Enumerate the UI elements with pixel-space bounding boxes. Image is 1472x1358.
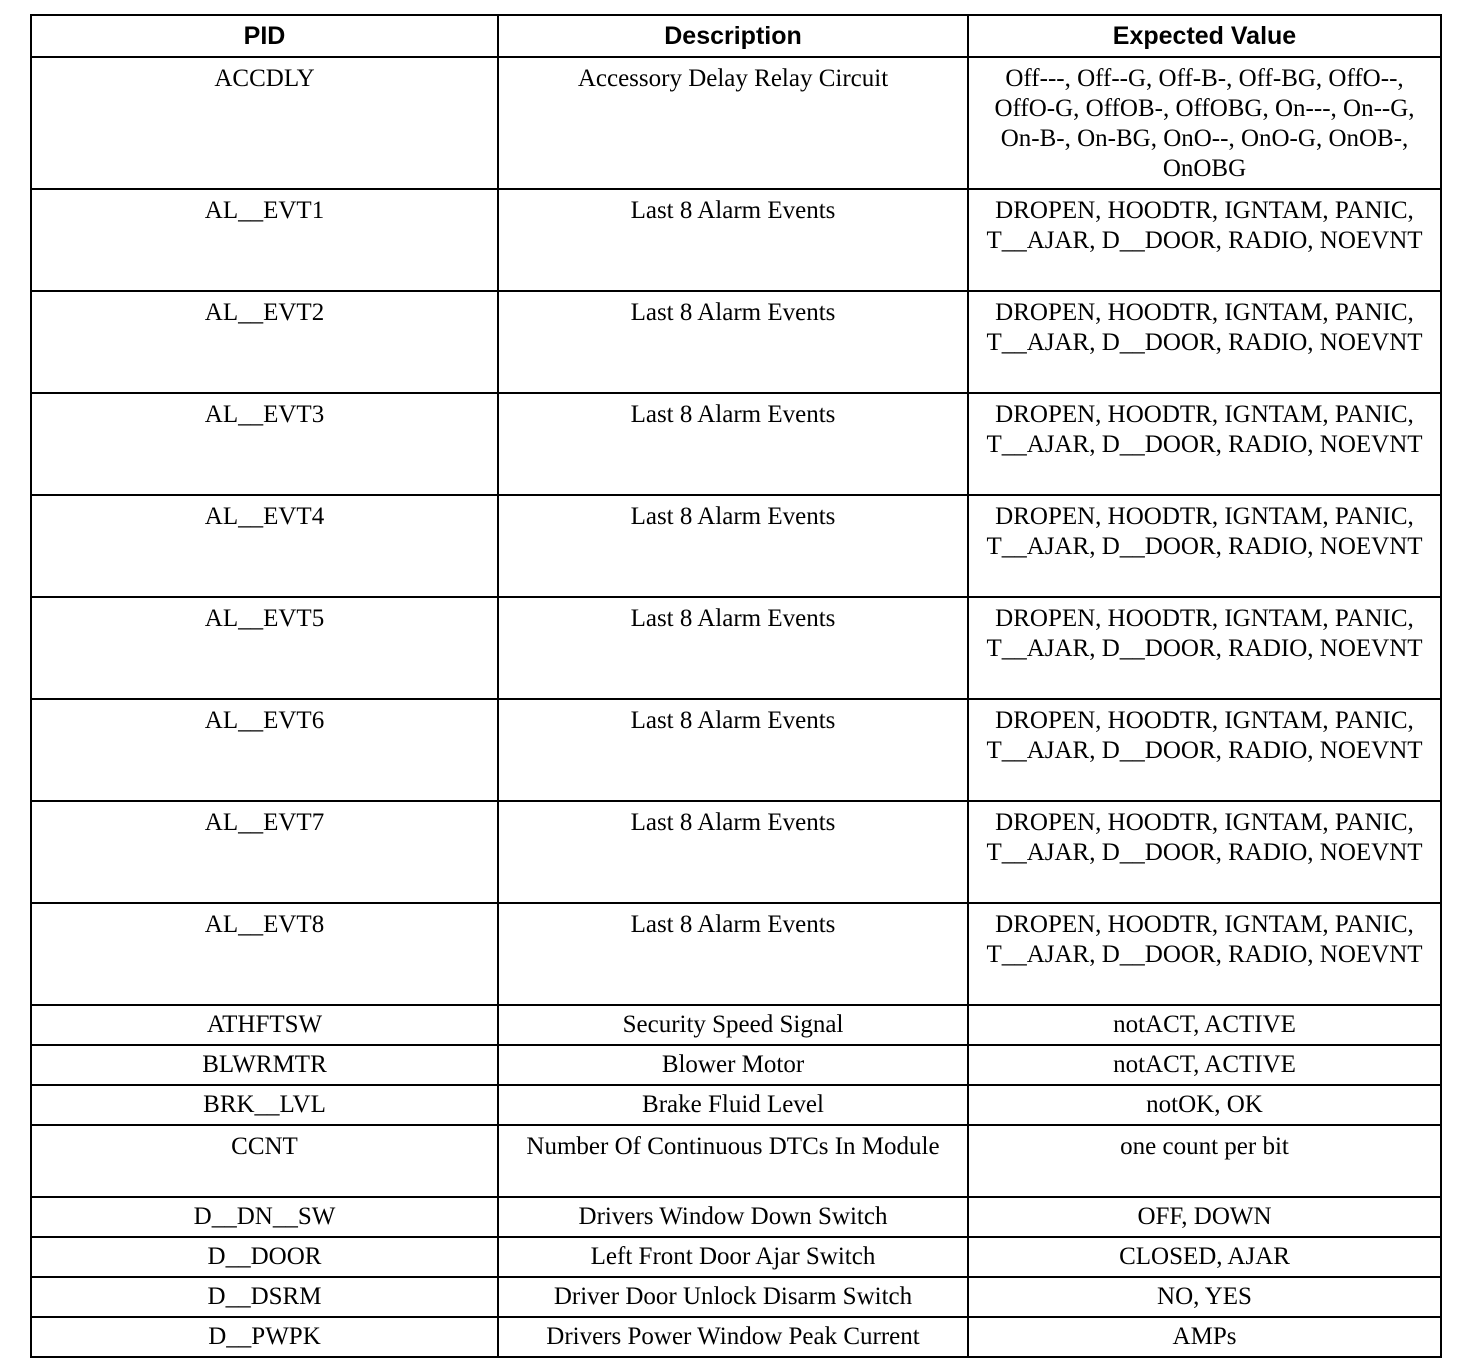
cell-description: Last 8 Alarm Events	[498, 189, 968, 291]
cell-description: Number Of Continuous DTCs In Module	[498, 1125, 968, 1197]
table-row	[31, 1317, 1441, 1357]
cell-expected-value: DROPEN, HOODTR, IGNTAM, PANIC, T__AJAR, D__DOOR, RADIO, NOEVNT	[968, 903, 1441, 1005]
cell-description: Driver Door Unlock Disarm Switch	[498, 1277, 968, 1317]
table-row	[31, 57, 1441, 189]
cell-pid: AL__EVT6	[31, 699, 498, 801]
cell-pid: D__DOOR	[31, 1237, 498, 1277]
pid-table	[30, 14, 1442, 1358]
cell-expected-value: DROPEN, HOODTR, IGNTAM, PANIC, T__AJAR, D__DOOR, RADIO, NOEVNT	[968, 495, 1441, 597]
cell-pid: AL__EVT4	[31, 495, 498, 597]
cell-expected-value: notOK, OK	[968, 1085, 1441, 1125]
table-row	[31, 1125, 1441, 1197]
cell-description: Last 8 Alarm Events	[498, 291, 968, 393]
cell-pid: ATHFTSW	[31, 1005, 498, 1045]
header-expected-value: Expected Value	[968, 15, 1441, 57]
cell-expected-value: DROPEN, HOODTR, IGNTAM, PANIC, T__AJAR, D__DOOR, RADIO, NOEVNT	[968, 597, 1441, 699]
cell-pid: ACCDLY	[31, 57, 498, 189]
cell-description: Last 8 Alarm Events	[498, 393, 968, 495]
cell-pid: BLWRMTR	[31, 1045, 498, 1085]
table-row	[31, 495, 1441, 597]
cell-expected-value: notACT, ACTIVE	[968, 1045, 1441, 1085]
cell-description: Left Front Door Ajar Switch	[498, 1237, 968, 1277]
cell-expected-value: DROPEN, HOODTR, IGNTAM, PANIC, T__AJAR, D__DOOR, RADIO, NOEVNT	[968, 699, 1441, 801]
cell-description: Drivers Window Down Switch	[498, 1197, 968, 1237]
cell-description: Brake Fluid Level	[498, 1085, 968, 1125]
table-row	[31, 1237, 1441, 1277]
header-description: Description	[498, 15, 968, 57]
cell-pid: CCNT	[31, 1125, 498, 1197]
cell-expected-value: one count per bit	[968, 1125, 1441, 1197]
cell-expected-value: DROPEN, HOODTR, IGNTAM, PANIC, T__AJAR, D__DOOR, RADIO, NOEVNT	[968, 291, 1441, 393]
table-row	[31, 699, 1441, 801]
cell-description: Security Speed Signal	[498, 1005, 968, 1045]
cell-expected-value: notACT, ACTIVE	[968, 1005, 1441, 1045]
cell-expected-value: Off---, Off--G, Off-B-, Off-BG, OffO--, OffO-G, OffOB-, OffOBG, On---, On--G, On-B-, On-BG, OnO--, OnO-G, OnOB-, OnOBG	[968, 57, 1441, 189]
cell-description: Blower Motor	[498, 1045, 968, 1085]
cell-expected-value: CLOSED, AJAR	[968, 1237, 1441, 1277]
cell-pid: D__DN__SW	[31, 1197, 498, 1237]
cell-pid: BRK__LVL	[31, 1085, 498, 1125]
cell-expected-value: DROPEN, HOODTR, IGNTAM, PANIC, T__AJAR, D__DOOR, RADIO, NOEVNT	[968, 801, 1441, 903]
cell-pid: AL__EVT2	[31, 291, 498, 393]
cell-pid: AL__EVT1	[31, 189, 498, 291]
cell-expected-value: AMPs	[968, 1317, 1441, 1357]
cell-pid: D__DSRM	[31, 1277, 498, 1317]
cell-expected-value: DROPEN, HOODTR, IGNTAM, PANIC, T__AJAR, D__DOOR, RADIO, NOEVNT	[968, 393, 1441, 495]
header-pid: PID	[31, 15, 498, 57]
cell-description: Accessory Delay Relay Circuit	[498, 57, 968, 189]
cell-pid: AL__EVT3	[31, 393, 498, 495]
header-row	[31, 15, 1441, 57]
table-row	[31, 801, 1441, 903]
table-row	[31, 1005, 1441, 1045]
cell-description: Last 8 Alarm Events	[498, 903, 968, 1005]
cell-pid: AL__EVT7	[31, 801, 498, 903]
cell-expected-value: OFF, DOWN	[968, 1197, 1441, 1237]
table-row	[31, 1197, 1441, 1237]
table-row	[31, 597, 1441, 699]
table-row	[31, 903, 1441, 1005]
table-row	[31, 1085, 1441, 1125]
table-row	[31, 1277, 1441, 1317]
cell-expected-value: DROPEN, HOODTR, IGNTAM, PANIC, T__AJAR, D__DOOR, RADIO, NOEVNT	[968, 189, 1441, 291]
cell-description: Last 8 Alarm Events	[498, 495, 968, 597]
table-row	[31, 291, 1441, 393]
cell-pid: AL__EVT8	[31, 903, 498, 1005]
cell-description: Last 8 Alarm Events	[498, 699, 968, 801]
table-row	[31, 189, 1441, 291]
table-row	[31, 1045, 1441, 1085]
table-row	[31, 393, 1441, 495]
cell-expected-value: NO, YES	[968, 1277, 1441, 1317]
cell-description: Drivers Power Window Peak Current	[498, 1317, 968, 1357]
cell-description: Last 8 Alarm Events	[498, 801, 968, 903]
cell-pid: D__PWPK	[31, 1317, 498, 1357]
cell-pid: AL__EVT5	[31, 597, 498, 699]
cell-description: Last 8 Alarm Events	[498, 597, 968, 699]
